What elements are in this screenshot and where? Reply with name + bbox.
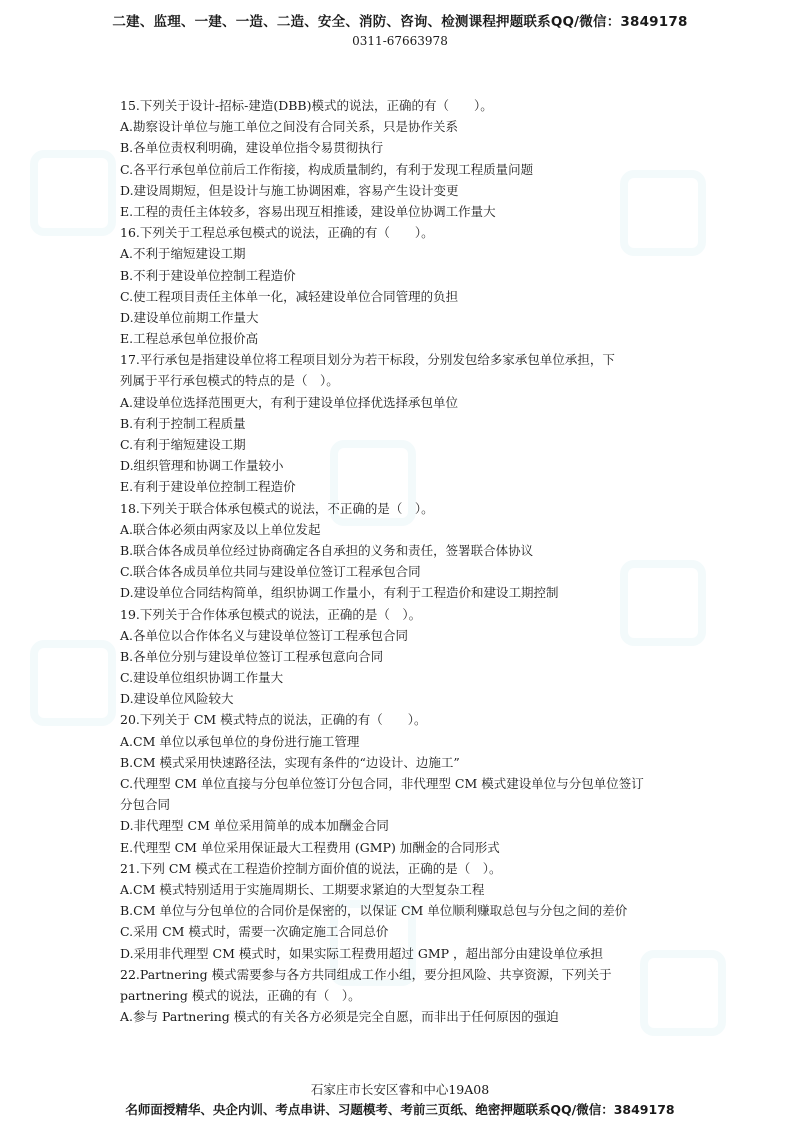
text-line: 21.下列 CM 模式在工程造价控制方面价值的说法，正确的是（ ）。 <box>120 860 502 876</box>
text-line: A.各单位以合作体名义与建设单位签订工程承包合同 <box>120 627 409 643</box>
text-line: 列属于平行承包模式的特点的是（ ）。 <box>120 373 339 389</box>
text-line: D.建设单位风险较大 <box>120 691 234 707</box>
text-line: B.各单位责权利明确，建设单位指令易贯彻执行 <box>120 140 384 156</box>
text-line: E.有利于建设单位控制工程造价 <box>120 479 296 495</box>
text-line: A.建设单位选择范围更大，有利于建设单位择优选择承包单位 <box>120 394 459 410</box>
text-line: 22.Partnering 模式需要参与各方共同组成工作小组，要分担风险、共享资源，下列关于 <box>120 966 612 982</box>
watermark-logo-icon <box>30 640 116 726</box>
text-line: D.非代理型 CM 单位采用简单的成本加酬金合同 <box>120 818 389 834</box>
text-line: D.建设单位前期工作量大 <box>120 309 259 325</box>
text-line: D.建设单位合同结构简单，组织协调工作量小，有利于工程造价和建设工期控制 <box>120 585 559 601</box>
text-line: 17.平行承包是指建设单位将工程项目划分为若干标段，分别发包给多家承包单位承担，下 <box>120 352 615 368</box>
text-line: A.不利于缩短建设工期 <box>120 246 246 262</box>
text-line: E.工程的责任主体较多，容易出现互相推诿，建设单位协调工作量大 <box>120 203 496 219</box>
text-line: A.联合体必须由两家及以上单位发起 <box>120 521 321 537</box>
text-line: A.勘察设计单位与施工单位之间没有合同关系，只是协作关系 <box>120 119 459 135</box>
text-line: A.CM 模式特别适用于实施周期长、工期要求紧迫的大型复杂工程 <box>120 881 485 897</box>
text-line: 分包合同 <box>120 797 171 813</box>
page-footer <box>0 1080 800 1120</box>
header-phone: 0311-67663978 <box>352 34 448 48</box>
text-line: 15.下列关于设计-招标-建造(DBB)模式的说法，正确的有（ ）。 <box>120 98 493 113</box>
text-line: B.各单位分别与建设单位签订工程承包意向合同 <box>120 648 384 664</box>
text-line: A.参与 Partnering 模式的有关各方必须是完全自愿，而非出于任何原因的强迫 <box>120 1009 559 1025</box>
text-line: D.组织管理和协调工作量较小 <box>120 458 284 474</box>
text-line: C.建设单位组织协调工作量大 <box>120 670 284 686</box>
text-line: C.采用 CM 模式时，需要一次确定施工合同总价 <box>120 924 389 940</box>
text-line: B.CM 模式采用快速路径法，实现有条件的“边设计、边施工” <box>120 754 460 770</box>
text-line: D.采用非代理型 CM 模式时，如果实际工程费用超过 GMP ，超出部分由建设单位承担 <box>120 945 604 961</box>
text-line: B.CM 单位与分包单位的合同价是保密的，以保证 CM 单位顺利赚取总包与分包之间的差价 <box>120 903 628 919</box>
text-line: C.联合体各成员单位共同与建设单位签订工程承包合同 <box>120 564 421 580</box>
watermark-logo-icon <box>30 150 116 236</box>
footer-address: 石家庄市长安区睿和中心19A08 <box>310 1082 490 1097</box>
text-line: 20.下列关于 CM 模式特点的说法，正确的有（ ）。 <box>120 712 427 728</box>
header-contact-line: 二建、监理、一建、一造、二造、安全、消防、咨询、检测课程押题联系QQ/微信：3849178 <box>112 14 688 30</box>
text-line: B.有利于控制工程质量 <box>120 415 246 431</box>
page-header <box>0 12 800 50</box>
text-line: B.不利于建设单位控制工程造价 <box>120 267 296 283</box>
text-line: C.各平行承包单位前后工作衔接，构成质量制约，有利于发现工程质量问题 <box>120 161 534 177</box>
text-line: E.代理型 CM 单位采用保证最大工程费用 (GMP) 加酬金的合同形式 <box>120 839 500 855</box>
text-line: D.建设周期短，但是设计与施工协调困难，容易产生设计变更 <box>120 182 459 198</box>
text-line: 18.下列关于联合体承包模式的说法，不正确的是（ ）。 <box>120 500 434 516</box>
text-line: A.CM 单位以承包单位的身份进行施工管理 <box>120 733 360 749</box>
text-line: partnering 模式的说法，正确的有（ ）。 <box>120 987 361 1003</box>
question-list <box>120 95 680 1027</box>
text-line: E.工程总承包单位报价高 <box>120 331 259 347</box>
text-line: B.联合体各成员单位经过协商确定各自承担的义务和责任，签署联合体协议 <box>120 542 534 558</box>
text-line: C.使工程项目责任主体单一化，减轻建设单位合同管理的负担 <box>120 288 459 304</box>
text-line: C.代理型 CM 单位直接与分包单位签订分包合同，非代理型 CM 模式建设单位与分包单位签订 <box>120 776 644 791</box>
text-line: 19.下列关于合作体承包模式的说法，正确的是（ ）。 <box>120 606 422 622</box>
text-line: 16.下列关于工程总承包模式的说法，正确的有（ ）。 <box>120 225 434 241</box>
footer-contact-line: 名师面授精华、央企内训、考点串讲、习题模考、考前三页纸、绝密押题联系QQ/微信：3849178 <box>125 1102 675 1117</box>
text-line: C.有利于缩短建设工期 <box>120 437 246 452</box>
